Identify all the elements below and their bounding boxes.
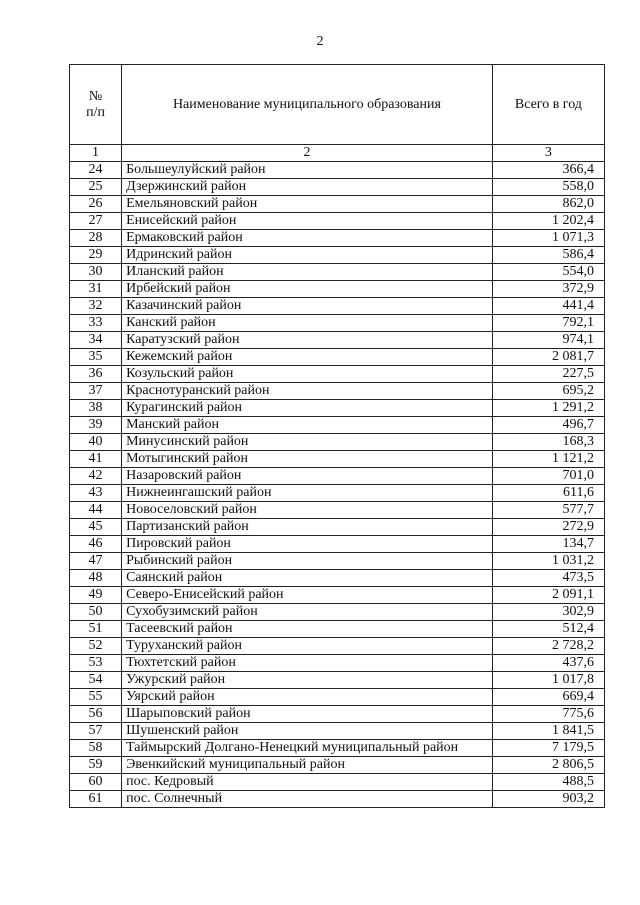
municipality-name: Сухобузимский район xyxy=(122,604,493,621)
municipality-name: Мотыгинский район xyxy=(122,451,493,468)
municipality-name: Туруханский район xyxy=(122,638,493,655)
row-number: 28 xyxy=(70,230,122,247)
municipality-name: Тюхтетский район xyxy=(122,655,493,672)
table-row xyxy=(70,247,605,264)
annual-total-value: 512,4 xyxy=(492,621,604,638)
municipality-name: Северо-Енисейский район xyxy=(122,587,493,604)
municipality-name: Ирбейский район xyxy=(122,281,493,298)
row-number: 50 xyxy=(70,604,122,621)
table-row xyxy=(70,621,605,638)
table-row xyxy=(70,281,605,298)
municipality-name: Партизанский район xyxy=(122,519,493,536)
row-number: 49 xyxy=(70,587,122,604)
table-row xyxy=(70,655,605,672)
annual-total-value: 1 071,3 xyxy=(492,230,604,247)
row-number: 44 xyxy=(70,502,122,519)
row-number: 32 xyxy=(70,298,122,315)
table-row xyxy=(70,332,605,349)
table-row xyxy=(70,230,605,247)
table-row xyxy=(70,213,605,230)
table-row xyxy=(70,434,605,451)
municipality-name: Иланский район xyxy=(122,264,493,281)
table-row xyxy=(70,383,605,400)
row-number: 58 xyxy=(70,740,122,757)
table-row xyxy=(70,638,605,655)
row-number: 45 xyxy=(70,519,122,536)
municipality-name: Канский район xyxy=(122,315,493,332)
annual-total-value: 775,6 xyxy=(492,706,604,723)
municipality-name: Саянский район xyxy=(122,570,493,587)
row-number: 53 xyxy=(70,655,122,672)
table-row xyxy=(70,723,605,740)
row-number: 56 xyxy=(70,706,122,723)
annual-total-value: 1 291,2 xyxy=(492,400,604,417)
annual-total-value: 558,0 xyxy=(492,179,604,196)
column-number: 1 xyxy=(70,145,122,162)
row-number: 42 xyxy=(70,468,122,485)
annual-total-value: 1 017,8 xyxy=(492,672,604,689)
annual-total-value: 496,7 xyxy=(492,417,604,434)
row-number: 36 xyxy=(70,366,122,383)
municipality-name: Минусинский район xyxy=(122,434,493,451)
annual-total-value: 1 202,4 xyxy=(492,213,604,230)
annual-total-value: 701,0 xyxy=(492,468,604,485)
municipality-name: Шарыповский район xyxy=(122,706,493,723)
municipality-name: Идринский район xyxy=(122,247,493,264)
budget-table xyxy=(69,64,605,808)
table-row xyxy=(70,740,605,757)
row-number: 40 xyxy=(70,434,122,451)
row-number: 46 xyxy=(70,536,122,553)
row-number: 52 xyxy=(70,638,122,655)
municipality-name: Таймырский Долгано-Ненецкий муниципальный район xyxy=(122,740,493,757)
municipality-name: Каратузский район xyxy=(122,332,493,349)
municipality-name: Пировский район xyxy=(122,536,493,553)
municipality-name: Новоселовский район xyxy=(122,502,493,519)
table-row xyxy=(70,587,605,604)
table-row xyxy=(70,502,605,519)
annual-total-value: 862,0 xyxy=(492,196,604,213)
table-row xyxy=(70,774,605,791)
row-number: 26 xyxy=(70,196,122,213)
row-number: 38 xyxy=(70,400,122,417)
table-row xyxy=(70,706,605,723)
annual-total-value: 134,7 xyxy=(492,536,604,553)
table-header-row xyxy=(70,65,605,145)
municipality-name: Назаровский район xyxy=(122,468,493,485)
municipality-name: пос. Солнечный xyxy=(122,791,493,808)
row-number: 57 xyxy=(70,723,122,740)
table-row xyxy=(70,604,605,621)
row-number: 37 xyxy=(70,383,122,400)
table-row xyxy=(70,672,605,689)
table-row xyxy=(70,417,605,434)
table-row xyxy=(70,196,605,213)
header-total-per-year: Всего в год xyxy=(492,65,604,145)
annual-total-value: 302,9 xyxy=(492,604,604,621)
table-row xyxy=(70,485,605,502)
row-number: 59 xyxy=(70,757,122,774)
header-municipality: Наименование муниципального образования xyxy=(122,65,493,145)
annual-total-value: 586,4 xyxy=(492,247,604,264)
row-number: 31 xyxy=(70,281,122,298)
table-row xyxy=(70,468,605,485)
annual-total-value: 372,9 xyxy=(492,281,604,298)
table-row xyxy=(70,570,605,587)
annual-total-value: 473,5 xyxy=(492,570,604,587)
row-number: 43 xyxy=(70,485,122,502)
table-row xyxy=(70,400,605,417)
municipality-name: Дзержинский район xyxy=(122,179,493,196)
table-row xyxy=(70,264,605,281)
row-number: 30 xyxy=(70,264,122,281)
municipality-name: Тасеевский район xyxy=(122,621,493,638)
municipality-name: Ермаковский район xyxy=(122,230,493,247)
annual-total-value: 554,0 xyxy=(492,264,604,281)
municipality-name: Курагинский район xyxy=(122,400,493,417)
municipality-name: Рыбинский район xyxy=(122,553,493,570)
table-row xyxy=(70,536,605,553)
column-number: 2 xyxy=(122,145,493,162)
annual-total-value: 792,1 xyxy=(492,315,604,332)
annual-total-value: 1 031,2 xyxy=(492,553,604,570)
municipality-name: Енисейский район xyxy=(122,213,493,230)
row-number: 29 xyxy=(70,247,122,264)
header-number: № п/п xyxy=(70,65,122,145)
annual-total-value: 2 728,2 xyxy=(492,638,604,655)
annual-total-value: 2 091,1 xyxy=(492,587,604,604)
table-row xyxy=(70,349,605,366)
row-number: 60 xyxy=(70,774,122,791)
annual-total-value: 488,5 xyxy=(492,774,604,791)
table-row xyxy=(70,366,605,383)
table-row xyxy=(70,162,605,179)
annual-total-value: 974,1 xyxy=(492,332,604,349)
annual-total-value: 272,9 xyxy=(492,519,604,536)
row-number: 41 xyxy=(70,451,122,468)
annual-total-value: 903,2 xyxy=(492,791,604,808)
annual-total-value: 227,5 xyxy=(492,366,604,383)
table-row xyxy=(70,689,605,706)
row-number: 48 xyxy=(70,570,122,587)
annual-total-value: 366,4 xyxy=(492,162,604,179)
table-row xyxy=(70,757,605,774)
table-row xyxy=(70,791,605,808)
annual-total-value: 441,4 xyxy=(492,298,604,315)
municipality-name: Козульский район xyxy=(122,366,493,383)
table-row xyxy=(70,315,605,332)
row-number: 51 xyxy=(70,621,122,638)
annual-total-value: 7 179,5 xyxy=(492,740,604,757)
municipality-name: пос. Кедровый xyxy=(122,774,493,791)
row-number: 24 xyxy=(70,162,122,179)
annual-total-value: 577,7 xyxy=(492,502,604,519)
municipality-name: Большеулуйский район xyxy=(122,162,493,179)
annual-total-value: 437,6 xyxy=(492,655,604,672)
municipality-name: Емельяновский район xyxy=(122,196,493,213)
annual-total-value: 695,2 xyxy=(492,383,604,400)
table-row xyxy=(70,298,605,315)
page-number: 2 xyxy=(316,34,324,49)
row-number: 55 xyxy=(70,689,122,706)
annual-total-value: 1 841,5 xyxy=(492,723,604,740)
column-number-row xyxy=(70,145,605,162)
annual-total-value: 669,4 xyxy=(492,689,604,706)
annual-total-value: 1 121,2 xyxy=(492,451,604,468)
annual-total-value: 2 806,5 xyxy=(492,757,604,774)
annual-total-value: 2 081,7 xyxy=(492,349,604,366)
row-number: 61 xyxy=(70,791,122,808)
row-number: 33 xyxy=(70,315,122,332)
row-number: 47 xyxy=(70,553,122,570)
row-number: 39 xyxy=(70,417,122,434)
table-row xyxy=(70,451,605,468)
row-number: 25 xyxy=(70,179,122,196)
table-row xyxy=(70,179,605,196)
municipality-name: Манский район xyxy=(122,417,493,434)
row-number: 27 xyxy=(70,213,122,230)
row-number: 54 xyxy=(70,672,122,689)
municipality-name: Казачинский район xyxy=(122,298,493,315)
municipality-name: Уярский район xyxy=(122,689,493,706)
table-row xyxy=(70,519,605,536)
annual-total-value: 611,6 xyxy=(492,485,604,502)
municipality-name: Эвенкийский муниципальный район xyxy=(122,757,493,774)
table-row xyxy=(70,553,605,570)
annual-total-value: 168,3 xyxy=(492,434,604,451)
row-number: 34 xyxy=(70,332,122,349)
municipality-name: Шушенский район xyxy=(122,723,493,740)
column-number: 3 xyxy=(492,145,604,162)
municipality-name: Ужурский район xyxy=(122,672,493,689)
municipality-name: Кежемский район xyxy=(122,349,493,366)
municipality-name: Краснотуранский район xyxy=(122,383,493,400)
municipality-name: Нижнеингашский район xyxy=(122,485,493,502)
row-number: 35 xyxy=(70,349,122,366)
